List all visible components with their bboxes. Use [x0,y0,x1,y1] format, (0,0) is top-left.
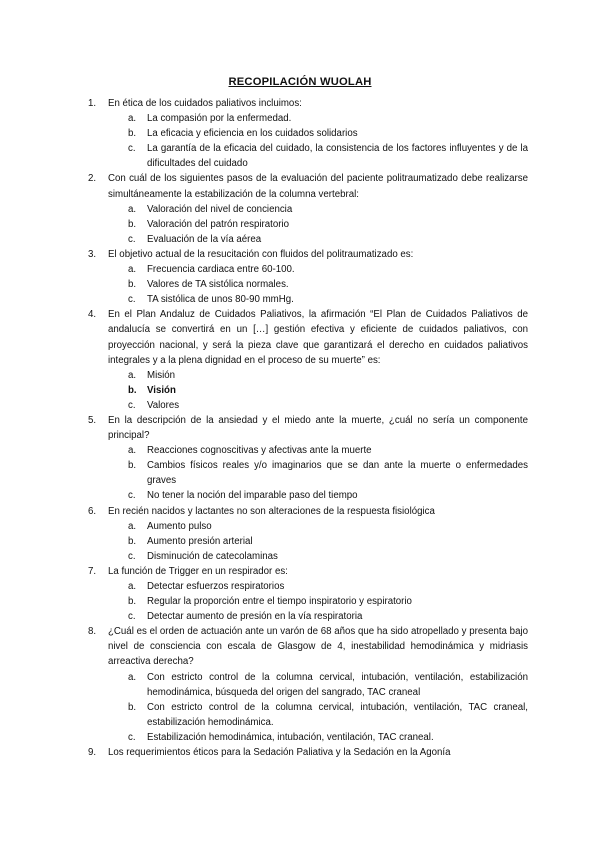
answer-option-b [128,126,528,141]
question-2 [88,171,528,246]
option-letter: a. [128,520,137,532]
question-text: La función de Trigger en un respirador es: [108,565,288,577]
option-letter: b. [128,535,137,547]
option-letter: b. [128,384,137,396]
option-text: Estabilización hemodinámica, intubación, ventilación, TAC craneal. [147,731,434,743]
option-letter: c. [128,233,136,245]
option-letter: a. [128,264,137,276]
option-letter: c. [128,399,136,411]
answer-option-c [128,488,528,503]
option-text: Valores [147,399,180,411]
option-text: Valoración del nivel de conciencia [147,203,293,215]
answer-options [128,262,528,307]
answer-options [128,111,528,171]
answer-option-b [128,700,528,730]
option-text: Disminución de catecolaminas [147,550,278,562]
option-letter: a. [128,369,137,381]
answer-option-a [128,368,528,383]
question-number: 5. [88,414,97,426]
option-letter: c. [128,611,136,623]
option-text: Detectar esfuerzos respiratorios [147,581,285,592]
answer-option-b [128,458,528,488]
answer-option-b [128,277,528,292]
question-6 [88,504,528,564]
question-number: 8. [88,626,97,638]
option-text: La garantía de la eficacia del cuidado, la consistencia de los factores influyentes y de la dificultades del cuidado [147,143,528,170]
question-number: 4. [88,309,97,321]
question-8 [88,624,528,745]
question-number: 7. [88,565,97,577]
question-9 [88,745,528,760]
question-number: 3. [88,248,97,260]
option-text: No tener la noción del imparable paso del tiempo [147,490,358,502]
option-letter: b. [128,460,137,472]
answer-option-c [128,730,528,745]
answer-option-a [128,519,528,534]
question-text: En recién nacidos y lactantes no son alteraciones de la respuesta fisiológica [108,505,435,517]
option-letter: a. [128,203,137,215]
option-letter: b. [128,279,137,291]
answer-option-c [128,398,528,413]
answer-options [128,670,528,745]
answer-options [128,519,528,564]
question-number: 6. [88,505,97,517]
option-text: Reacciones cognoscitivas y afectivas ante la muerte [147,445,372,457]
option-text: Cambios físicos reales y/o imaginarios que se dan ante la muerte o enfermedades graves [147,460,528,487]
document-title: RECOPILACIÓN WUOLAH [228,76,372,88]
option-letter: b. [128,701,137,713]
answer-options [128,368,528,413]
answer-options [128,202,528,247]
option-text: Con estricto control de la columna cervical, intubación, ventilación, TAC craneal, estabilización hemodinámica. [147,701,528,728]
answer-option-c [128,609,528,624]
question-number: 1. [88,98,97,109]
answer-options [128,443,528,503]
question-text: El objetivo actual de la resucitación con fluidos del politraumatizado es: [108,248,414,260]
question-list [88,96,528,760]
question-number: 9. [88,747,97,759]
answer-option-a [128,111,528,126]
option-text: Valores de TA sistólica normales. [147,279,289,291]
option-text: Detectar aumento de presión en la vía respiratoria [147,611,363,623]
question-text: Con cuál de los siguientes pasos de la evaluación del paciente politraumatizado debe realizarse simultáneamente la estabilización de la columna vertebral: [108,173,528,200]
option-letter: b. [128,128,137,140]
question-1 [88,96,528,171]
option-text: Frecuencia cardiaca entre 60-100. [147,264,295,276]
answer-option-b [128,383,528,398]
question-5 [88,413,528,504]
option-text: Aumento pulso [147,520,212,532]
answer-option-c [128,141,528,171]
option-letter: c. [128,731,136,743]
option-letter: c. [128,143,136,155]
option-letter: a. [128,113,137,125]
question-text: En la descripción de la ansiedad y el miedo ante la muerte, ¿cuál no sería un componente principal? [108,414,528,442]
answer-options [128,579,528,624]
option-letter: a. [128,671,137,683]
question-text: En el Plan Andaluz de Cuidados Paliativos, la afirmación “El Plan de Cuidados Paliativos de andalucía se convertirá en un […] gestión efectiva y eficiente de cuidados paliativos, con proyección nacional, y será la pieza clave que garantizará el derecho en cuidados paliativos integrales y a la plena dignidad en el proceso de su muerte” es: [108,309,528,366]
option-text: Misión [147,369,175,381]
question-text: En ética de los cuidados paliativos incluimos: [108,98,302,109]
option-text: La compasión por la enfermedad. [147,113,292,125]
option-letter: c. [128,294,136,306]
option-text: Evaluación de la vía aérea [147,233,262,245]
option-letter: b. [128,218,137,230]
answer-option-a [128,262,528,277]
question-text: ¿Cuál es el orden de actuación ante un varón de 68 años que ha sido atropellado y presenta bajo nivel de consciencia con escala de Glasgow de 4, inestabilidad hemodinámica y midriasis arreactiva derecha? [108,626,528,668]
option-text: Aumento presión arterial [147,535,253,547]
answer-option-a [128,443,528,458]
answer-option-c [128,232,528,247]
option-letter: c. [128,550,136,562]
option-letter: a. [128,445,137,457]
answer-option-c [128,292,528,307]
option-text: La eficacia y eficiencia en los cuidados solidarios [147,128,358,140]
answer-option-a [128,202,528,217]
answer-option-a [128,579,528,594]
option-letter: c. [128,490,136,502]
option-text: Regular la proporción entre el tiempo inspiratorio y espiratorio [147,596,412,608]
option-text: Visión [147,384,176,396]
option-text: TA sistólica de unos 80-90 mmHg. [147,294,294,306]
option-letter: b. [128,596,137,608]
option-text: Con estricto control de la columna cervical, intubación, ventilación, estabilización hemodinámica, búsqueda del origen del sangrado, TAC craneal [147,671,528,698]
question-text: Los requerimientos éticos para la Sedación Paliativa y la Sedación en la Agonía [108,747,451,759]
answer-option-b [128,594,528,609]
answer-option-b [128,534,528,549]
question-3 [88,247,528,307]
question-7 [88,564,528,624]
answer-option-a [128,670,528,700]
question-number: 2. [88,173,97,185]
answer-option-c [128,549,528,564]
option-text: Valoración del patrón respiratorio [147,218,289,230]
answer-option-b [128,217,528,232]
option-letter: a. [128,581,137,592]
question-4 [88,307,528,413]
